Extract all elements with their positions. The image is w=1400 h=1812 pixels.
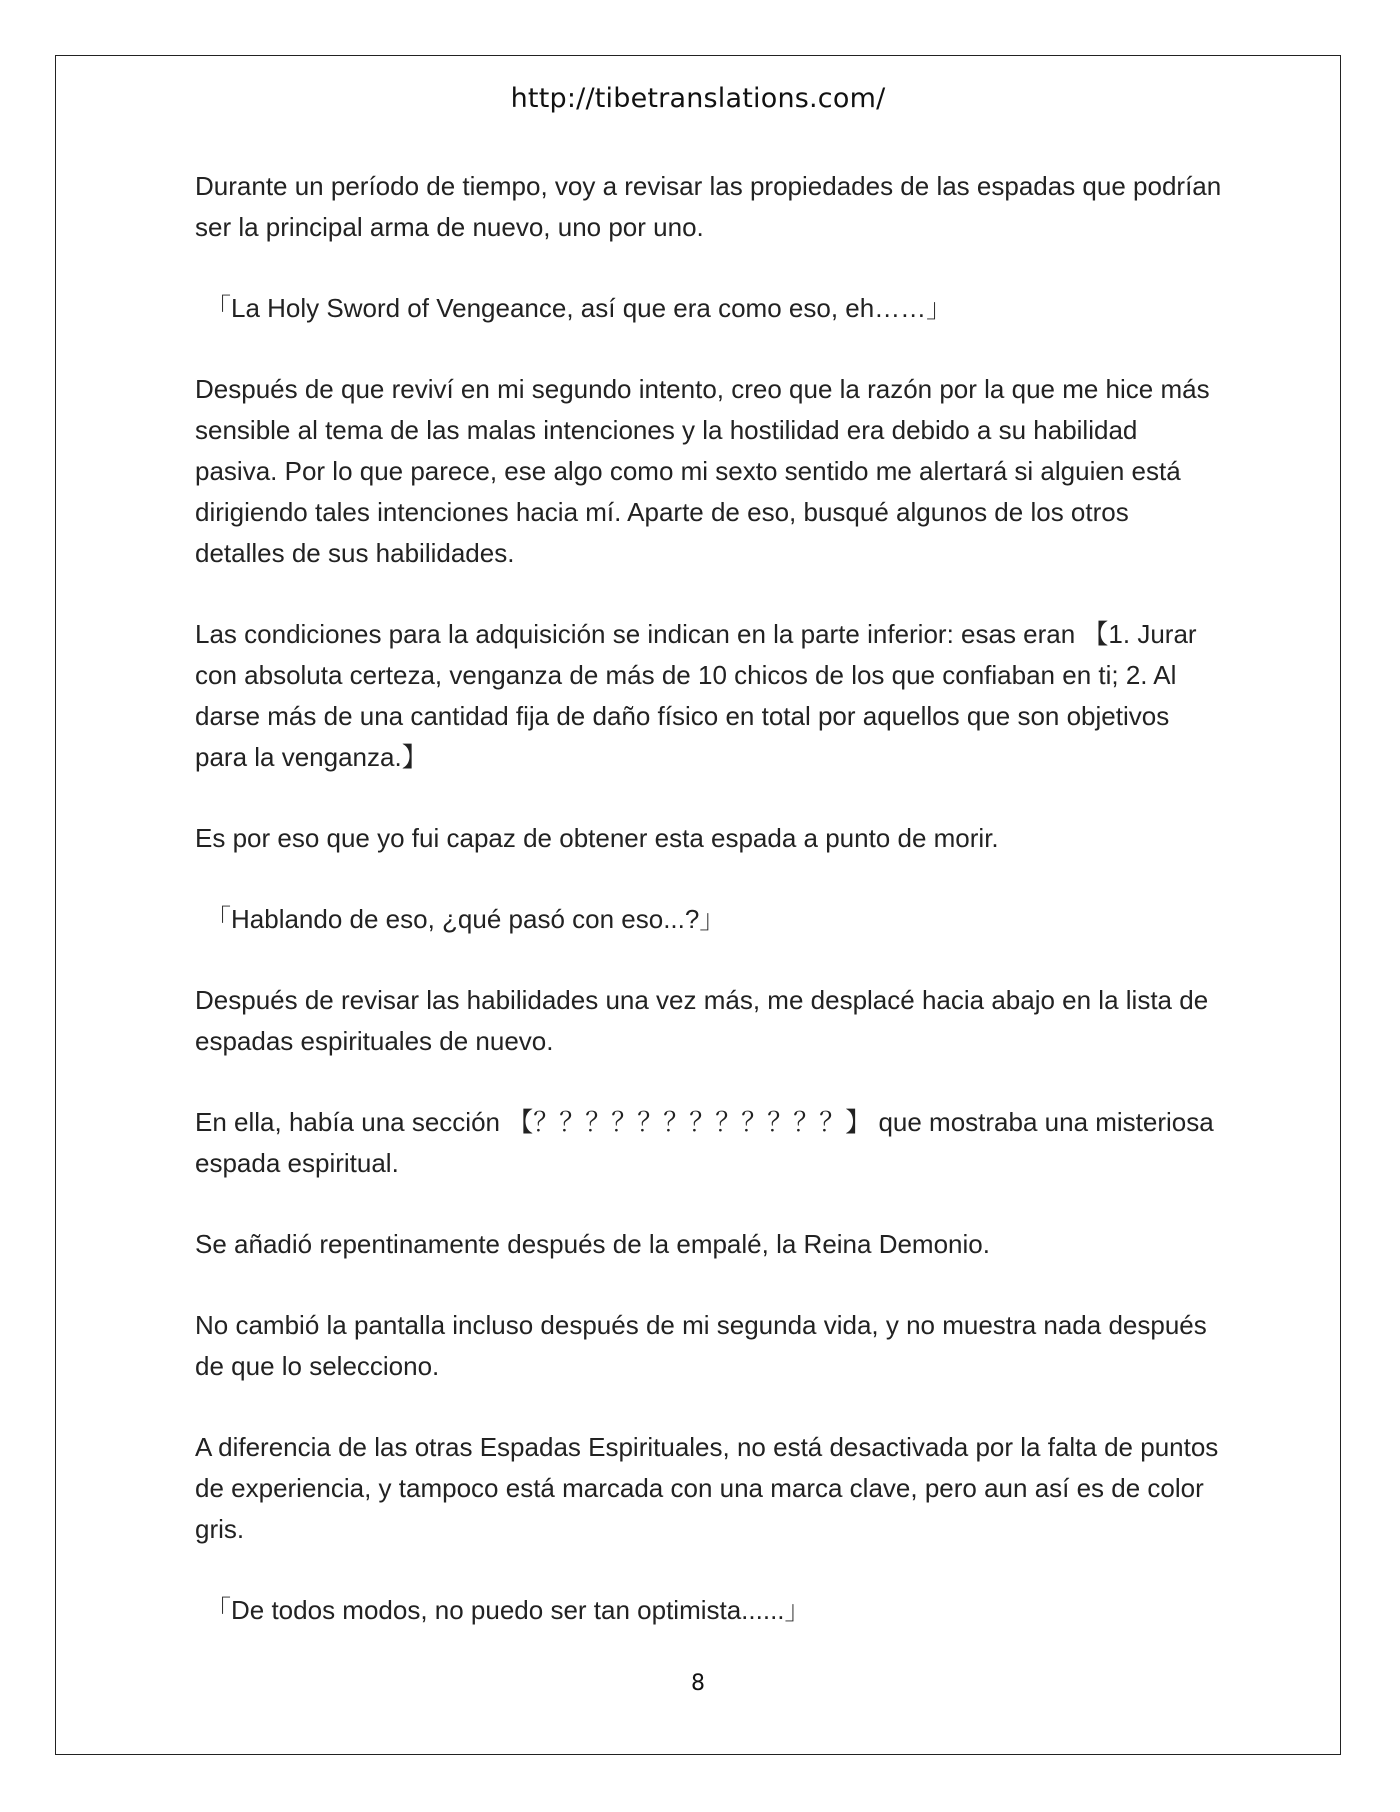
paragraph-2: Después de que reviví en mi segundo intento, creo que la razón por la que me hice más sensible al tema de las malas intenciones y la hostilidad era debido a su habilidad pasiva. Por lo que parece, ese algo como mi sexto sentido me alertará si alguien está dirigiendo tales intenciones hacia mí. Aparte de eso, busqué algunos de los otros detalles de sus habilidades. [195,374,1210,568]
paragraph-7: Se añadió repentinamente después de la empalé, la Reina Demonio. [195,1229,990,1259]
paragraph-1: Durante un período de tiempo, voy a revisar las propiedades de las espadas que podrían ser la principal arma de nuevo, uno por uno. [195,171,1222,242]
dialogue-1: 「La Holy Sword of Vengeance, así que era como eso, eh……」 [205,293,953,323]
page-frame [55,55,1341,1755]
paragraph-5: Después de revisar las habilidades una vez más, me desplacé hacia abajo en la lista de espadas espirituales de nuevo. [195,985,1209,1056]
page-number: 8 [691,1671,705,1696]
paragraph-6: En ella, había una sección 【？？？？？？？？？？？？】 que mostraba una misteriosa espada espiritual. [195,1107,1214,1178]
dialogue-3: 「De todos modos, no puedo ser tan optimista......」 [205,1595,811,1625]
paragraph-4: Es por eso que yo fui capaz de obtener esta espada a punto de morir. [195,823,999,853]
paragraph-3: Las condiciones para la adquisición se indican en la parte inferior: esas eran 【1. Jurar con absoluta certeza, venganza de más de 10 chicos de los que confiaban en ti; 2. Al darse más de una cantidad fija de daño físico en total por aquellos que son objetivos para la venganza.】 [195,619,1197,772]
header-url: http://tibetranslations.com/ [510,83,886,114]
paragraph-9: A diferencia de las otras Espadas Espirituales, no está desactivada por la falta de puntos de experiencia, y tampoco está marcada con una marca clave, pero aun así es de color gris. [195,1432,1219,1544]
dialogue-2: 「Hablando de eso, ¿qué pasó con eso...?」 [205,904,726,934]
body-text [195,166,1225,1671]
paragraph-8: No cambió la pantalla incluso después de mi segunda vida, y no muestra nada después de que lo selecciono. [195,1310,1207,1381]
